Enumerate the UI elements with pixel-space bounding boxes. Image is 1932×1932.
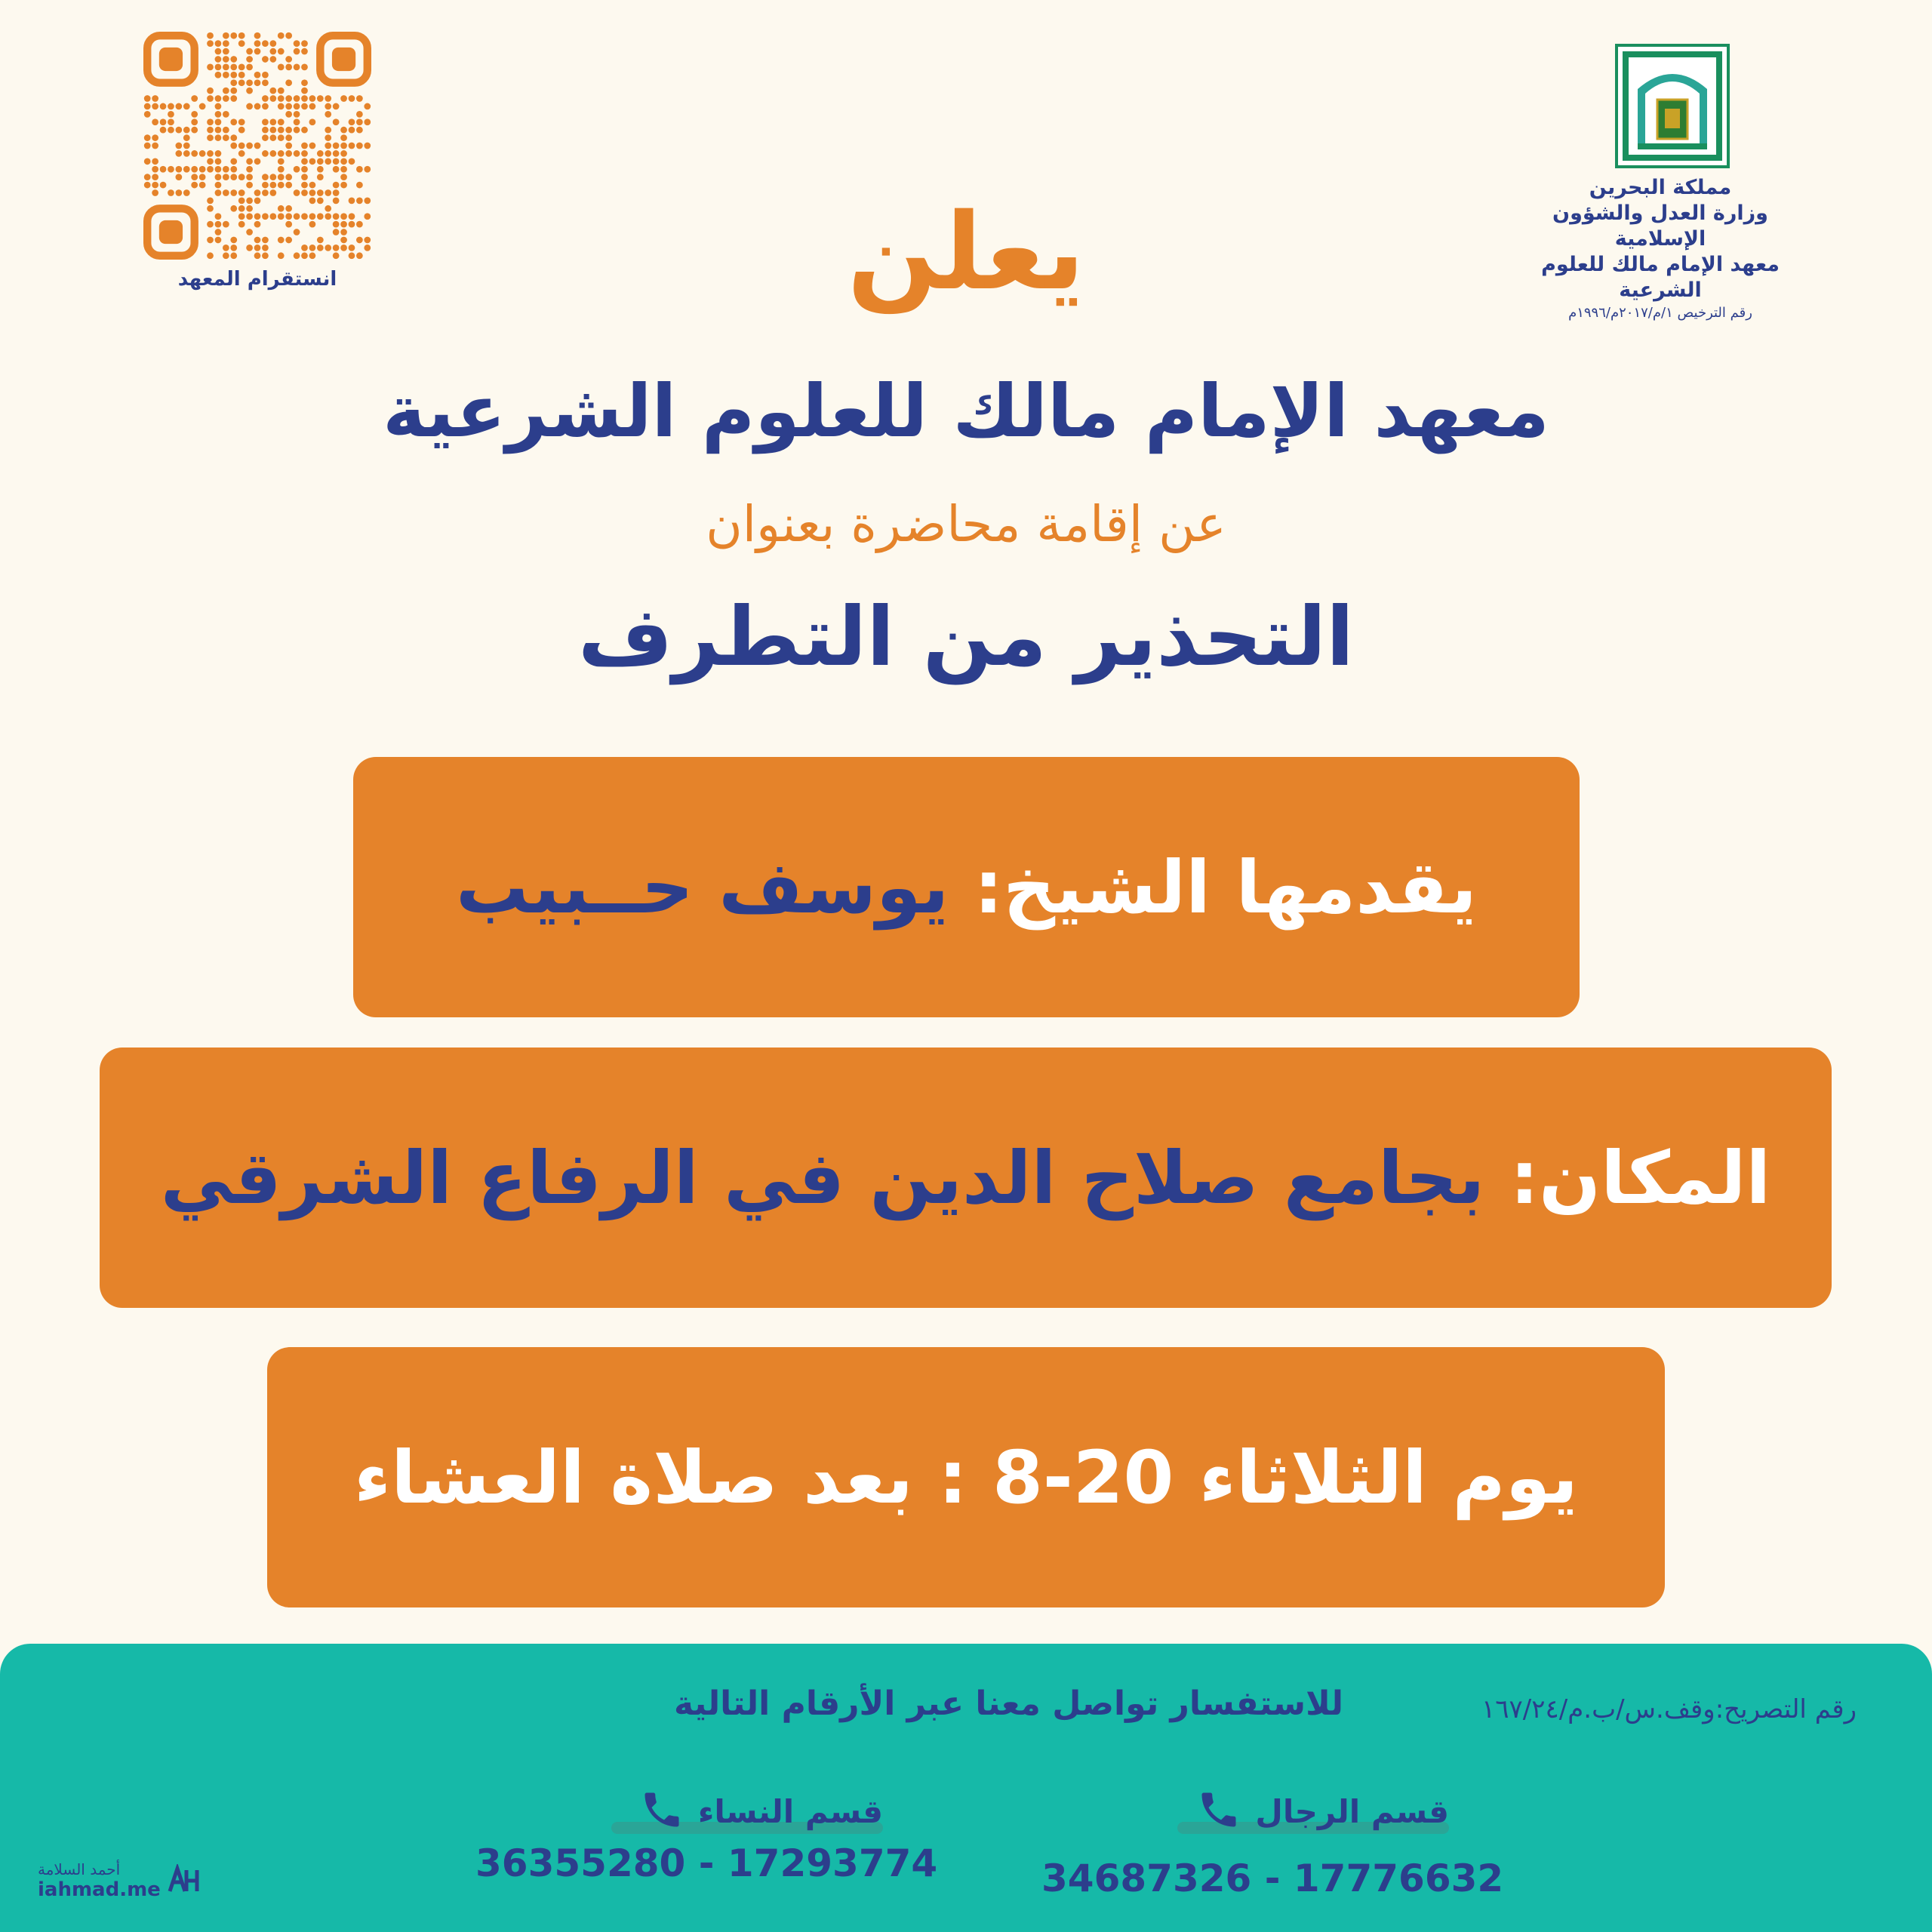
qr-module: [160, 182, 167, 189]
qr-module: [294, 127, 300, 134]
qr-module: [278, 127, 285, 134]
qr-module: [183, 143, 190, 149]
qr-module: [340, 182, 347, 189]
qr-module: [238, 79, 245, 86]
qr-module: [144, 95, 151, 102]
qr-module: [230, 143, 237, 149]
qr-module: [230, 32, 237, 39]
date-box: [267, 1347, 1665, 1607]
qr-module: [254, 143, 261, 149]
qr-module: [301, 79, 308, 86]
qr-module: [301, 174, 308, 180]
qr-module: [160, 166, 167, 173]
qr-module: [223, 88, 229, 94]
qr-module: [356, 127, 363, 134]
qr-module: [215, 95, 222, 102]
qr-module: [223, 63, 229, 70]
qr-module: [230, 95, 237, 102]
qr-module: [356, 118, 363, 125]
qr-module: [278, 166, 285, 173]
qr-module: [317, 174, 324, 180]
qr-module: [333, 166, 340, 173]
qr-module: [223, 166, 229, 173]
qr-module: [278, 88, 285, 94]
qr-module: [285, 174, 292, 180]
qr-module: [144, 111, 151, 118]
qr-module: [215, 174, 222, 180]
qr-module: [175, 103, 182, 110]
qr-module: [215, 56, 222, 63]
qr-module: [215, 111, 222, 118]
qr-module: [144, 158, 151, 165]
qr-module: [191, 150, 198, 157]
qr-module: [152, 182, 158, 189]
qr-module: [215, 166, 222, 173]
qr-module: [254, 48, 261, 55]
qr-module: [317, 150, 324, 157]
qr-module: [215, 103, 222, 110]
qr-module: [246, 166, 253, 173]
qr-module: [246, 56, 253, 63]
qr-module: [246, 143, 253, 149]
women-label: قسم النساء: [697, 1792, 883, 1830]
qr-module: [349, 95, 355, 102]
qr-module: [285, 111, 292, 118]
qr-module: [144, 103, 151, 110]
qr-module: [278, 182, 285, 189]
qr-module: [246, 88, 253, 94]
qr-module: [301, 88, 308, 94]
qr-module: [191, 118, 198, 125]
place-label: المكان:: [1509, 1135, 1771, 1220]
qr-module: [269, 127, 276, 134]
qr-module: [285, 134, 292, 141]
qr-module: [199, 150, 206, 157]
qr-module: [269, 174, 276, 180]
men-phone-numbers[interactable]: 34687326 - 17776632: [1041, 1857, 1504, 1900]
qr-module: [246, 79, 253, 86]
qr-module: [340, 166, 347, 173]
qr-module: [183, 150, 190, 157]
qr-module: [278, 118, 285, 125]
qr-module: [294, 103, 300, 110]
qr-module: [144, 174, 151, 180]
qr-module: [269, 118, 276, 125]
credit-logo-icon: [167, 1864, 200, 1897]
qr-module: [278, 95, 285, 102]
qr-module: [238, 143, 245, 149]
qr-module: [199, 103, 206, 110]
qr-module: [223, 127, 229, 134]
qr-module: [230, 63, 237, 70]
qr-module: [301, 158, 308, 165]
qr-module: [191, 127, 198, 134]
qr-module: [294, 166, 300, 173]
qr-module: [309, 95, 316, 102]
qr-module: [238, 40, 245, 47]
qr-module: [168, 103, 174, 110]
qr-module: [191, 182, 198, 189]
qr-module: [333, 143, 340, 149]
place-box: [100, 1048, 1832, 1308]
qr-module: [215, 72, 222, 78]
qr-module: [285, 32, 292, 39]
qr-module: [325, 158, 331, 165]
qr-module: [285, 56, 292, 63]
qr-module: [333, 150, 340, 157]
qr-module: [238, 150, 245, 157]
qr-module: [340, 158, 347, 165]
qr-module: [207, 118, 214, 125]
qr-module: [238, 32, 245, 39]
phone-icon: [1196, 1787, 1241, 1835]
qr-module: [199, 166, 206, 173]
women-section-label: [611, 1789, 883, 1834]
qr-module: [223, 95, 229, 102]
qr-module: [215, 63, 222, 70]
date-value: يوم الثلاثاء 20-8 : بعد صلاة العشاء: [354, 1435, 1578, 1520]
qr-module: [223, 111, 229, 118]
qr-module: [215, 40, 222, 47]
qr-module: [191, 111, 198, 118]
qr-module: [285, 63, 292, 70]
qr-module: [285, 182, 292, 189]
qr-module: [152, 95, 158, 102]
qr-module: [207, 158, 214, 165]
qr-module: [301, 150, 308, 157]
qr-module: [215, 118, 222, 125]
qr-module: [356, 95, 363, 102]
qr-module: [152, 134, 158, 141]
qr-module: [285, 127, 292, 134]
qr-module: [317, 95, 324, 102]
qr-module: [349, 118, 355, 125]
qr-module: [262, 174, 269, 180]
qr-module: [262, 95, 269, 102]
qr-module: [294, 40, 300, 47]
qr-module: [325, 103, 331, 110]
qr-module: [168, 166, 174, 173]
qr-module: [183, 166, 190, 173]
qr-module: [262, 127, 269, 134]
qr-module: [301, 40, 308, 47]
qr-module: [356, 182, 363, 189]
qr-module: [333, 103, 340, 110]
qr-module: [285, 143, 292, 149]
qr-module: [215, 127, 222, 134]
qr-module: [294, 118, 300, 125]
qr-module: [294, 48, 300, 55]
qr-module: [144, 182, 151, 189]
logo-line-institute: معهد الإمام مالك للعلوم الشرعية: [1541, 253, 1780, 302]
qr-module: [152, 103, 158, 110]
men-label: قسم الرجال: [1255, 1792, 1449, 1830]
qr-module: [246, 158, 253, 165]
qr-module: [262, 103, 269, 110]
qr-module: [262, 134, 269, 141]
qr-module: [215, 134, 222, 141]
qr-module: [269, 182, 276, 189]
qr-module: [207, 32, 214, 39]
qr-module: [175, 174, 182, 180]
qr-module: [230, 88, 237, 94]
qr-module: [262, 72, 269, 78]
permit-number: رقم التصريح:وقف.س/ب.م/١٦٧/٢٤: [1481, 1694, 1857, 1724]
qr-module: [325, 143, 331, 149]
qr-module: [325, 134, 331, 141]
qr-module: [223, 134, 229, 141]
qr-module: [168, 127, 174, 134]
women-phone-numbers[interactable]: 36355280 - 17293774: [475, 1841, 938, 1885]
qr-module: [223, 48, 229, 55]
credit-site[interactable]: iahmad.me: [38, 1878, 161, 1901]
qr-module: [262, 40, 269, 47]
qr-module: [340, 143, 347, 149]
qr-module: [230, 166, 237, 173]
qr-module: [333, 118, 340, 125]
qr-module: [215, 150, 222, 157]
qr-module: [278, 32, 285, 39]
logo-line-license: رقم الترخيص ١/م/٢٠١٧م/١٩٩٦م: [1568, 305, 1752, 321]
qr-module: [333, 182, 340, 189]
qr-module: [246, 182, 253, 189]
qr-module: [301, 95, 308, 102]
qr-module: [269, 88, 276, 94]
qr-module: [254, 32, 261, 39]
qr-finder-inner: [332, 48, 355, 71]
qr-module: [254, 103, 261, 110]
qr-module: [301, 103, 308, 110]
qr-module: [238, 72, 245, 78]
qr-module: [230, 174, 237, 180]
qr-module: [207, 150, 214, 157]
qr-module: [207, 40, 214, 47]
qr-module: [254, 158, 261, 165]
qr-module: [278, 48, 285, 55]
qr-module: [238, 63, 245, 70]
qr-module: [278, 158, 285, 165]
designer-credit: [38, 1860, 181, 1901]
phone-icon: [639, 1787, 685, 1835]
qr-module: [269, 40, 276, 47]
qr-module: [144, 134, 151, 141]
qr-module: [230, 118, 237, 125]
qr-module: [340, 134, 347, 141]
qr-module: [223, 56, 229, 63]
qr-module: [364, 103, 371, 110]
qr-module: [269, 134, 276, 141]
qr-module: [183, 103, 190, 110]
qr-module: [152, 166, 158, 173]
qr-module: [262, 79, 269, 86]
qr-module: [309, 182, 316, 189]
qr-module: [254, 40, 261, 47]
lecture-title: التحذير من التطرف: [577, 590, 1355, 685]
qr-module: [309, 103, 316, 110]
qr-module: [175, 127, 182, 134]
qr-module: [183, 134, 190, 141]
qr-module: [160, 118, 167, 125]
qr-module: [317, 166, 324, 173]
qr-module: [230, 72, 237, 78]
qr-module: [199, 182, 206, 189]
qr-module: [301, 48, 308, 55]
logo-line-ministry: وزارة العدل والشؤون الإسلامية: [1552, 202, 1768, 251]
qr-module: [238, 118, 245, 125]
qr-module: [223, 40, 229, 47]
qr-module: [168, 118, 174, 125]
qr-module: [285, 150, 292, 157]
qr-module: [278, 174, 285, 180]
qr-module: [215, 158, 222, 165]
qr-module: [230, 56, 237, 63]
qr-module: [285, 79, 292, 86]
qr-module: [278, 134, 285, 141]
qr-module: [207, 95, 214, 102]
qr-module: [246, 63, 253, 70]
qr-module: [152, 174, 158, 180]
place-value: بجامع صلاح الدين في الرفاع الشرقي: [160, 1135, 1485, 1220]
qr-module: [230, 134, 237, 141]
qr-module: [246, 48, 253, 55]
qr-module: [230, 79, 237, 86]
qr-module: [301, 63, 308, 70]
qr-module: [199, 174, 206, 180]
qr-module: [223, 174, 229, 180]
inquiry-text: للاستفسار تواصل معنا عبر الأرقام التالية: [674, 1684, 1343, 1723]
qr-module: [349, 158, 355, 165]
qr-module: [269, 150, 276, 157]
qr-module: [278, 150, 285, 157]
qr-module: [254, 79, 261, 86]
qr-module: [364, 143, 371, 149]
speaker-label: يقدمها الشيخ:: [974, 844, 1477, 930]
qr-module: [294, 111, 300, 118]
qr-module: [349, 127, 355, 134]
qr-module: [230, 158, 237, 165]
announce-heading: يعلن: [847, 191, 1085, 314]
institute-name: معهد الإمام مالك للعلوم الشرعية: [383, 369, 1549, 454]
qr-module: [215, 48, 222, 55]
qr-module: [309, 118, 316, 125]
qr-module: [262, 118, 269, 125]
qr-module: [285, 103, 292, 110]
qr-module: [309, 143, 316, 149]
qr-module: [356, 166, 363, 173]
qr-module: [278, 103, 285, 110]
qr-module: [144, 143, 151, 149]
qr-module: [301, 182, 308, 189]
qr-module: [301, 127, 308, 134]
qr-module: [340, 174, 347, 180]
qr-module: [168, 111, 174, 118]
qr-module: [294, 150, 300, 157]
qr-module: [183, 127, 190, 134]
qr-module: [191, 174, 198, 180]
qr-module: [294, 95, 300, 102]
qr-module: [246, 174, 253, 180]
qr-module: [238, 127, 245, 134]
qr-module: [223, 32, 229, 39]
speaker-name: يوسف حــبيب: [456, 844, 949, 930]
qr-module: [340, 150, 347, 157]
qr-module: [207, 88, 214, 94]
qr-module: [191, 166, 198, 173]
qr-module: [317, 158, 324, 165]
qr-module: [223, 72, 229, 78]
lecture-intro: عن إقامة محاضرة بعنوان: [706, 495, 1226, 553]
qr-module: [285, 95, 292, 102]
logo-line-kingdom: مملكة البحرين: [1589, 176, 1732, 199]
qr-finder-inner: [159, 48, 183, 71]
qr-module: [207, 63, 214, 70]
qr-module: [152, 143, 158, 149]
qr-module: [325, 150, 331, 157]
qr-module: [364, 118, 371, 125]
qr-module: [309, 158, 316, 165]
qr-module: [152, 158, 158, 165]
qr-module: [356, 111, 363, 118]
qr-module: [340, 127, 347, 134]
qr-module: [215, 182, 222, 189]
qr-module: [175, 166, 182, 173]
credit-name: أحمد السلامة: [38, 1860, 121, 1878]
qr-module: [333, 158, 340, 165]
qr-module: [325, 95, 331, 102]
qr-module: [152, 118, 158, 125]
qr-module: [160, 103, 167, 110]
qr-module: [262, 56, 269, 63]
qr-module: [294, 63, 300, 70]
qr-module: [191, 95, 198, 102]
qr-module: [340, 95, 347, 102]
qr-label: انستقرام المعهد: [177, 268, 337, 291]
qr-module: [254, 72, 261, 78]
qr-module: [175, 143, 182, 149]
qr-module: [175, 150, 182, 157]
men-section-label: [1177, 1789, 1449, 1834]
qr-module: [262, 150, 269, 157]
qr-module: [238, 174, 245, 180]
qr-module: [301, 143, 308, 149]
qr-module: [349, 143, 355, 149]
qr-module: [269, 48, 276, 55]
qr-module: [301, 166, 308, 173]
qr-module: [325, 111, 331, 118]
qr-module: [325, 127, 331, 134]
qr-module: [262, 182, 269, 189]
qr-module: [269, 56, 276, 63]
qr-module: [246, 103, 253, 110]
qr-module: [356, 143, 363, 149]
qr-module: [278, 63, 285, 70]
speaker-box: [353, 757, 1580, 1017]
qr-module: [364, 166, 371, 173]
qr-module: [207, 166, 214, 173]
qr-module: [269, 95, 276, 102]
qr-module: [160, 127, 167, 134]
qr-module: [207, 127, 214, 134]
institute-logo-icon: [1615, 44, 1730, 168]
qr-module: [207, 134, 214, 141]
